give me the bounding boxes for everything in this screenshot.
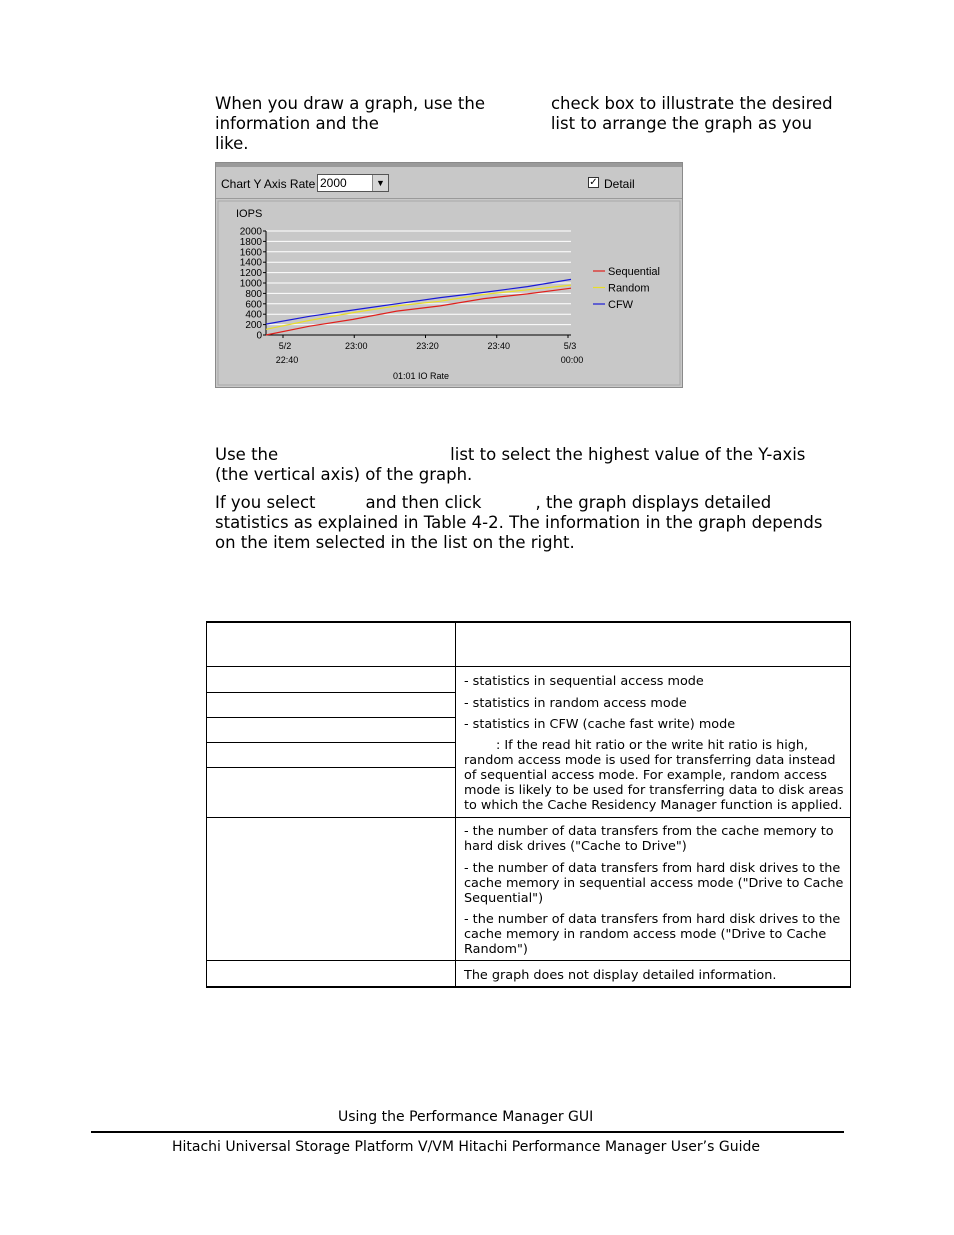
legend-label: CFW — [608, 299, 634, 311]
y-tick-label: 200 — [245, 320, 262, 332]
x-tick-label: 5/2 — [278, 341, 292, 351]
detail-paragraph — [215, 493, 822, 552]
table-cell-random: - statistics in random access mode — [464, 696, 687, 711]
intro-line-1: When you draw a graph, use the check box to illustrate the desired — [215, 94, 833, 113]
para2-line-2: (the vertical axis) of the graph. — [215, 464, 473, 484]
detail-statistics-table — [206, 621, 851, 988]
y-tick-label: 1200 — [239, 268, 262, 280]
table-cell-cfw: - statistics in CFW (cache fast write) mode — [464, 717, 736, 732]
table-header-rule — [207, 666, 850, 667]
para3-line-3: on the item selected in the list on the right. — [215, 532, 575, 552]
chart-y-axis-rate-label: Chart Y Axis Rate — [221, 177, 316, 191]
chart-y-axis-rate-value: 2000 — [320, 176, 347, 190]
para3-line-1: If you select and then click , the graph displays detailed — [215, 493, 772, 512]
detail-label: Detail — [604, 177, 635, 191]
table-cell-no-detail: The graph does not display detailed information. — [464, 968, 777, 983]
table-row-rule — [207, 717, 455, 718]
table-cell-drive-to-cache-sequential: - the number of data transfers from hard disk drives to the cache memory in sequential access mode ("Drive to Cache Sequential") — [464, 861, 844, 906]
table-cell-drive-to-cache-random: - the number of data transfers from hard disk drives to the cache memory in random access mode ("Drive to Cache Random") — [464, 912, 841, 957]
legend-label: Sequential — [608, 266, 660, 278]
table-row-rule — [207, 817, 850, 818]
table-row-rule — [207, 742, 455, 743]
table-row-rule — [207, 767, 455, 768]
x-tick-sublabel: 00:00 — [560, 355, 584, 365]
para3-line-2: statistics as explained in Table 4-2. The information in the graph depends — [215, 512, 823, 532]
io-rate-chart — [216, 199, 682, 387]
y-axis-label: IOPS — [236, 208, 263, 220]
y-axis-paragraph — [215, 445, 805, 485]
y-tick-label: 1400 — [239, 257, 262, 269]
x-tick-label: 23:40 — [487, 341, 511, 351]
y-tick-label: 1800 — [239, 236, 262, 248]
table-cell-cache-to-drive: - the number of data transfers from the cache memory to hard disk drives ("Cache to Drive") — [464, 824, 834, 854]
para2-line-1: Use the list to select the highest value of the Y-axis — [215, 445, 806, 464]
panel-top-border — [216, 163, 682, 167]
y-tick-label: 2000 — [239, 226, 262, 238]
y-tick-label: 1600 — [239, 247, 262, 259]
table-row-rule — [207, 960, 850, 961]
dropdown-arrow-icon[interactable]: ▼ — [372, 175, 388, 191]
y-tick-label: 600 — [245, 299, 262, 311]
footer-guide-title: Hitachi Universal Storage Platform V/VM Hitachi Performance Manager User’s Guide — [172, 1139, 760, 1155]
intro-line-3: like. — [215, 133, 249, 153]
y-tick-label: 0 — [256, 330, 262, 342]
y-tick-label: 1000 — [239, 278, 262, 290]
table-cell-sequential: - statistics in sequential access mode — [464, 674, 704, 689]
y-tick-label: 800 — [245, 288, 262, 300]
chart-y-axis-rate-select[interactable] — [317, 174, 389, 192]
table-row-rule — [207, 692, 455, 693]
x-tick-label: 23:20 — [416, 341, 439, 351]
intro-line-2: information and the list to arrange the graph as you — [215, 113, 813, 133]
detail-checkbox[interactable]: ✓ — [589, 177, 598, 188]
footer-rule — [91, 1131, 844, 1133]
x-tick-sublabel: 22:40 — [275, 355, 299, 365]
table-cell-note: : If the read hit ratio or the write hit ratio is high, random access mode is used for transferring data instead of sequential access mode. For example, random access mode is likely to be used for transferring data to disk areas to which the Cache Residency Manager function is applied. — [464, 738, 844, 813]
chart-screenshot — [215, 162, 683, 388]
y-tick-label: 400 — [245, 309, 262, 321]
legend-label: Random — [608, 282, 650, 295]
x-tick-label: 23:00 — [344, 341, 368, 351]
intro-paragraph — [215, 94, 833, 153]
table-column-divider — [455, 623, 456, 986]
chart-caption: 01:01 IO Rate — [392, 371, 450, 381]
x-tick-label: 5/3 — [563, 341, 577, 351]
footer-section-title: Using the Performance Manager GUI — [338, 1109, 594, 1125]
